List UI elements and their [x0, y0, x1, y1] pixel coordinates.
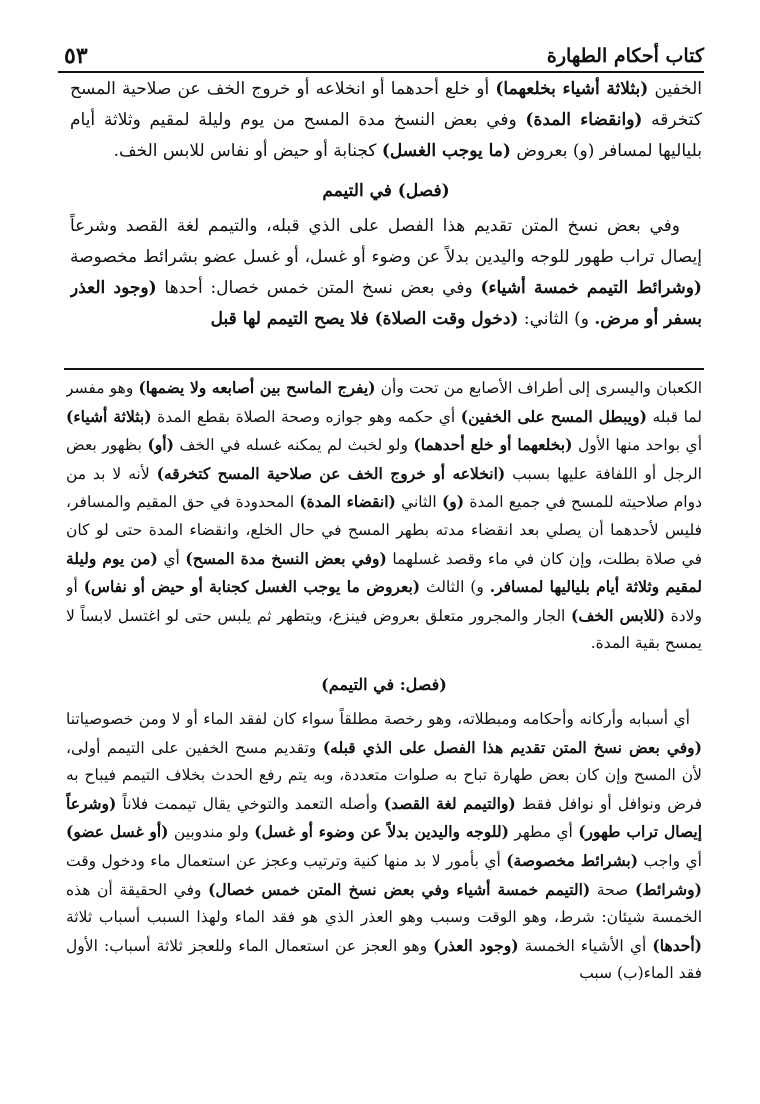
text-run: أو خلع أحدهما أو انخلاعه أو خروج الخف عن صلاحية المسح كتخرقه: [70, 79, 702, 130]
text-run: بظهور بعض الرجل أو اللفافة عليها بسبب: [66, 436, 702, 483]
text-run: أي واجب: [638, 851, 702, 870]
bold-matn-quote: (يفرج الماسح بين أصابعه ولا يضمها): [138, 378, 376, 397]
text-run: ولو لخبث لم يمكنه غسله في الخف: [173, 436, 414, 455]
bold-matn-quote: (بعروض ما يوجب الغسل كجنابة أو حيض أو نفاس): [83, 577, 421, 597]
bold-matn-quote: (وشرائط التيمم خمسة أشياء): [480, 278, 702, 298]
bold-matn-quote: (بشرائط مخصوصة): [506, 850, 639, 870]
bold-matn-quote: (انخلاعه أو خروج الخف عن صلاحية المسح كتخرقه): [156, 463, 506, 483]
bold-matn-quote: (وشرائط): [634, 879, 702, 899]
sharh-paragraph-2: [66, 706, 702, 988]
text-run: المحدودة في حق المقيم والمسافر، فليس لأحدهما أن يصلي بعد انقضاء مدته بطهر المسح في حال الخلع، وانقضاء المدة حتى لو كان في صلاة بطلت، وإن كان في ماء وقصد غسلهما: [66, 493, 702, 568]
text-run: لأنه لا بد من دوام صلاحيته للمسح في جميع المدة: [66, 464, 702, 512]
text-run: وفي بعض النسخ مدة المسح من يوم وليلة لمقيم وثلاثة أيام بلياليها لمسافر (و) بعروض: [70, 110, 702, 161]
matn-paragraph-1: [70, 74, 702, 167]
text-run: أي بأمور لا بد منها كنية وترتيب وعجز عن استعمال ماء ودخول وقت: [66, 851, 507, 870]
text-run: وهو العجز عن استعمال الماء وللعجز ثلاثة أسباب: الأول فقد الماء(ب) سبب: [66, 936, 702, 983]
text-run: أو ولادة: [66, 578, 702, 625]
bold-matn-quote: (بثلاثة أشياء): [66, 406, 152, 426]
text-run: وفي بعض نسخ المتن تقديم هذا الفصل على الذي قبله، والتيمم لغة القصد وشرعاً إيصال تراب طهور للوجه واليدين بدلاً عن وضوء أو غسل، أو غسل عضو بشرائط مخصوصة: [70, 216, 702, 267]
section-divider: [64, 368, 704, 370]
bold-matn-quote: (انقضاء المدة): [299, 492, 396, 512]
bold-matn-quote: (بثلاثة أشياء بخلعهما): [495, 79, 649, 99]
text-run: وتقديم مسح الخفين على التيمم أولى، لأن المسح وإن كان بعض طهارة تباح به صلوات متعددة، وبه يتم رفع الحدث بخلاف التيمم فيباح به فرض ونوافل أو نوافل فقط: [66, 738, 702, 813]
matn-chapter-heading: (فصل) في التيمم: [322, 181, 450, 201]
page-number: ٥٣: [64, 43, 88, 69]
sharh-paragraph-1: [66, 374, 702, 658]
page-header: [58, 30, 704, 73]
text-run: أي مطهر: [508, 823, 579, 842]
bold-matn-quote: (ما يوجب الغسل): [381, 141, 511, 161]
bold-matn-quote: (للابس الخف): [571, 605, 665, 625]
text-run: الجار والمجرور متعلق بعروض فينزع، ويتطهر ثم يلبس حتى لو اغتسل لابساً لا يمسح بقية المدة.: [66, 606, 702, 653]
bold-matn-quote: (وفي بعض نسخ المتن تقديم هذا الفصل على الذي قبله): [322, 737, 702, 757]
bold-matn-quote: (ويبطل المسح على الخفين): [460, 406, 647, 426]
text-run: وهو مفسر لما قبله: [66, 379, 702, 426]
bold-matn-quote: (أو غسل عضو): [66, 822, 169, 842]
text-run: أي الأشياء الخمسة: [518, 936, 653, 955]
text-run: أي حكمه وهو جوازه وصحة الصلاة بقطع المدة: [151, 407, 461, 426]
running-title: كتاب أحكام الطهارة: [546, 45, 704, 67]
bold-matn-quote: (أحدها): [652, 935, 702, 955]
text-run: ولو مندوبين: [168, 823, 255, 842]
bold-matn-quote: (و): [441, 492, 465, 512]
text-run: كجنابة أو حيض أو نفاس للابس الخف.: [113, 141, 382, 161]
bold-matn-quote: (بخلعهما أو خلع أحدهما): [413, 435, 573, 455]
bold-matn-quote: (من يوم وليلة لمقيم وثلاثة أيام بلياليها لمسافر.: [66, 548, 702, 597]
text-run: الثاني: [395, 493, 442, 512]
sharh-section: [66, 374, 702, 1080]
bold-matn-quote: (دخول وقت الصلاة) فلا يصح التيمم لها قبل: [210, 309, 519, 329]
bold-matn-quote: (وانقضاء المدة): [525, 110, 643, 130]
bold-matn-quote: (وفي بعض النسخ مدة المسح): [185, 548, 387, 568]
bold-matn-quote: (التيمم خمسة أشياء وفي بعض نسخ المتن خمس خصال): [208, 879, 591, 899]
text-run: و) الثالث: [420, 578, 490, 597]
text-run: و) الثاني:: [518, 309, 595, 329]
text-run: وفي بعض نسخ المتن خمس خصال: أحدها: [156, 278, 481, 298]
matn-paragraph-2: [70, 211, 702, 335]
bold-matn-quote: (وجود العذر بسفر أو مرض.: [70, 278, 702, 329]
text-run: صحة: [590, 880, 635, 899]
text-run: أي أسبابه وأركانه وأحكامه ومبطلاته، وهو رخصة مطلقاً سواء كان لفقد الماء أو لا ومن خصوصياتنا: [66, 709, 690, 728]
text-run: وفي الحقيقة أن هذه الخمسة شيئان: شرط، وهو الوقت وسبب وهو العذر الذي هو فقد الماء ولهذا السبب أسباب ثلاثة: [66, 880, 702, 927]
text-run: أي: [157, 549, 186, 568]
bold-matn-quote: (للوجه واليدين بدلاً عن وضوء أو غسل): [254, 822, 509, 842]
matn-section: [70, 74, 702, 362]
bold-matn-quote: (والتيمم لغة القصد): [383, 793, 516, 813]
text-run: أي بواحد منها الأول: [572, 436, 702, 455]
bold-matn-quote: (وجود العذر): [433, 935, 519, 955]
sharh-chapter-heading: (فصل: في التيمم): [321, 674, 447, 694]
bold-matn-quote: (وشرعاً إيصال تراب طهور): [66, 793, 702, 842]
text-run: الكعبان واليسرى إلى أطراف الأصابع من تحت وأن: [375, 379, 702, 397]
text-run: الخفين: [648, 79, 702, 99]
bold-matn-quote: (أو): [147, 435, 174, 455]
text-run: وأصله التعمد والتوخي يقال تيممت فلاناً: [116, 794, 384, 813]
